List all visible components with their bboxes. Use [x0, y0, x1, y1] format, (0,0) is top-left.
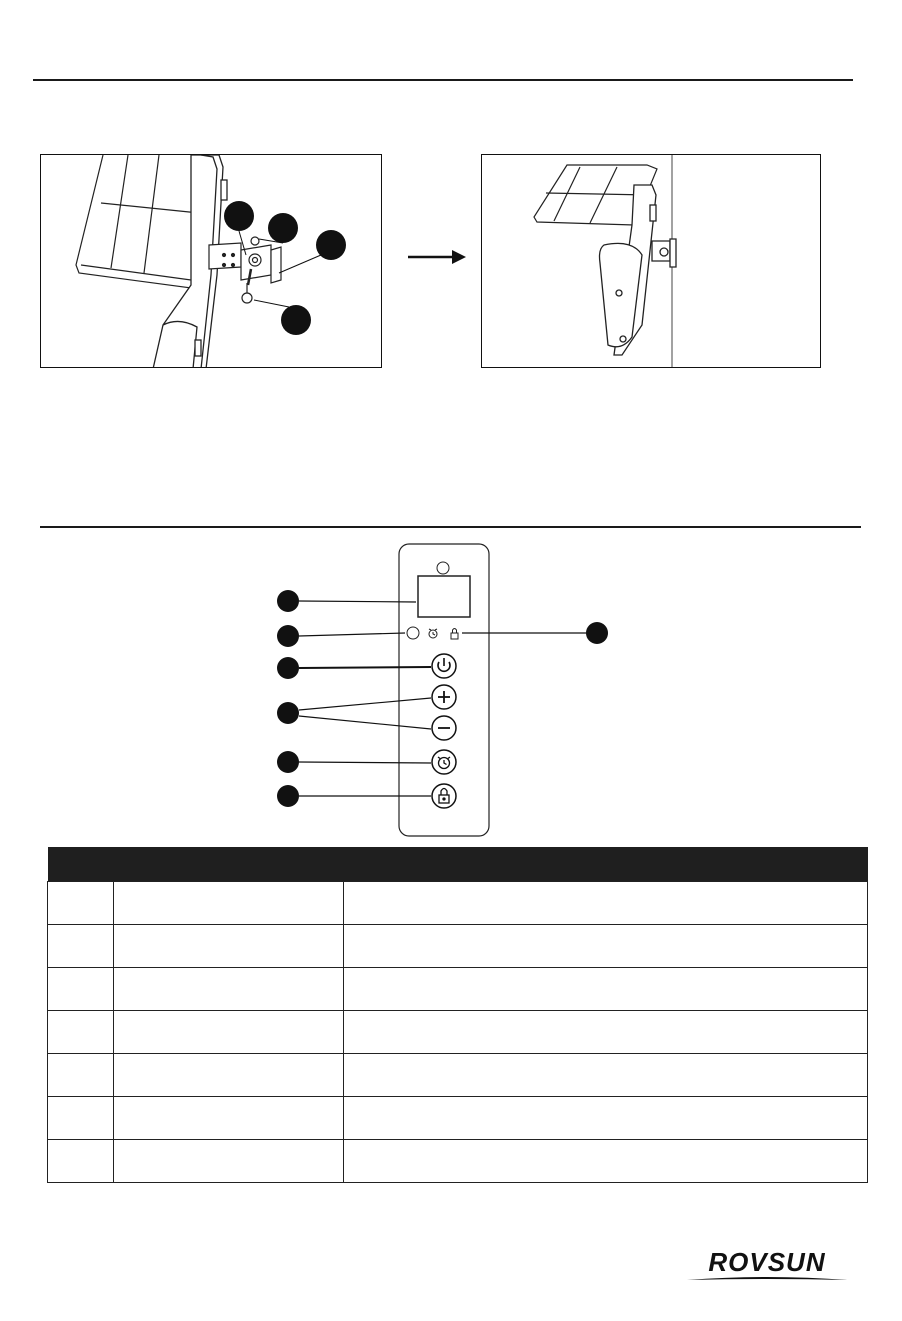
callout-badge — [281, 305, 311, 335]
table-cell — [114, 968, 344, 1011]
table-cell — [344, 1097, 868, 1140]
brand-logo-text: ROVSUN — [708, 1247, 826, 1277]
column-header — [48, 847, 114, 882]
table-row — [48, 925, 868, 968]
callout-badge — [277, 590, 299, 612]
heater-bracket-illustration — [41, 155, 382, 368]
table-cell — [344, 1054, 868, 1097]
callout-badge — [224, 201, 254, 231]
brand-logo — [685, 1244, 850, 1286]
installation-figure-before — [40, 154, 382, 368]
table-header-row — [48, 847, 868, 882]
top-divider — [33, 79, 853, 81]
table-row — [48, 1054, 868, 1097]
table-cell — [48, 925, 114, 968]
table-cell — [344, 925, 868, 968]
callout-badge — [268, 213, 298, 243]
callout-badge — [277, 702, 299, 724]
table-cell — [344, 1011, 868, 1054]
callout-badge — [277, 625, 299, 647]
table-row — [48, 1097, 868, 1140]
installation-figure-after — [481, 154, 821, 368]
table-row — [48, 882, 868, 925]
callout-badge — [277, 751, 299, 773]
table-cell — [344, 1140, 868, 1183]
table-cell — [114, 1011, 344, 1054]
control-panel-diagram — [270, 540, 620, 840]
table-cell — [344, 882, 868, 925]
column-header — [344, 847, 868, 882]
table-cell — [344, 968, 868, 1011]
table-cell — [48, 968, 114, 1011]
mounted-heater-illustration — [482, 155, 821, 368]
table-cell — [48, 1097, 114, 1140]
table-row — [48, 968, 868, 1011]
table-cell — [114, 1097, 344, 1140]
section-divider — [40, 526, 861, 528]
lock-button[interactable] — [432, 784, 456, 808]
arrow-right-icon — [408, 248, 468, 266]
table-cell — [114, 882, 344, 925]
table-cell — [48, 1054, 114, 1097]
table-cell — [48, 1011, 114, 1054]
table-row — [48, 1140, 868, 1183]
callout-badge — [277, 657, 299, 679]
table-cell — [114, 1140, 344, 1183]
callout-badge — [586, 622, 608, 644]
table-row — [48, 1011, 868, 1054]
table-cell — [48, 1140, 114, 1183]
callout-badge — [277, 785, 299, 807]
table-cell — [48, 882, 114, 925]
column-header — [114, 847, 344, 882]
control-functions-table — [47, 847, 868, 1183]
table-cell — [114, 1054, 344, 1097]
table-cell — [114, 925, 344, 968]
